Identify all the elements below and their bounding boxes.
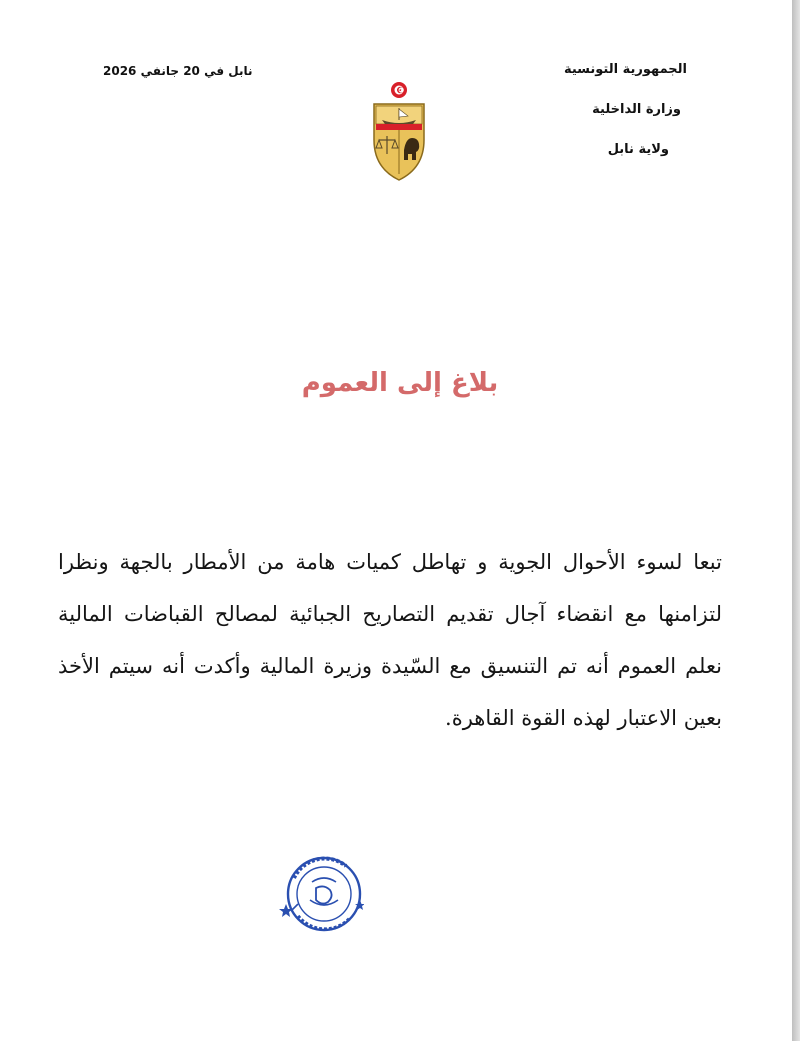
letterhead [564, 62, 687, 157]
announcement-title: بلاغ إلى العموم [301, 368, 499, 398]
governorate-name: ولاية نابل [607, 142, 669, 157]
country-name: الجمهورية التونسية [563, 62, 687, 77]
official-stamp-icon [272, 852, 364, 934]
ministry-name: وزارة الداخلية [592, 102, 681, 117]
page-edge [792, 0, 800, 1041]
document-date: نابل في 20 جانفي 2026 [103, 64, 253, 78]
announcement-body: تبعا لسوء الأحوال الجوية و تهاطل كميات هامة من الأمطار بالجهة ونظرا لتزامنها مع انقضاء آجال تقديم التصاريح الجبائية لمصالح القباضات المالية نعلم العموم أنه تم التنسيق مع السّيدة وزيرة المالية وأكدت أنه سيتم الأخذ بعين الاعتبار لهذه القوة القاهرة. [58, 550, 722, 730]
tunisia-coat-of-arms-icon [368, 80, 430, 184]
